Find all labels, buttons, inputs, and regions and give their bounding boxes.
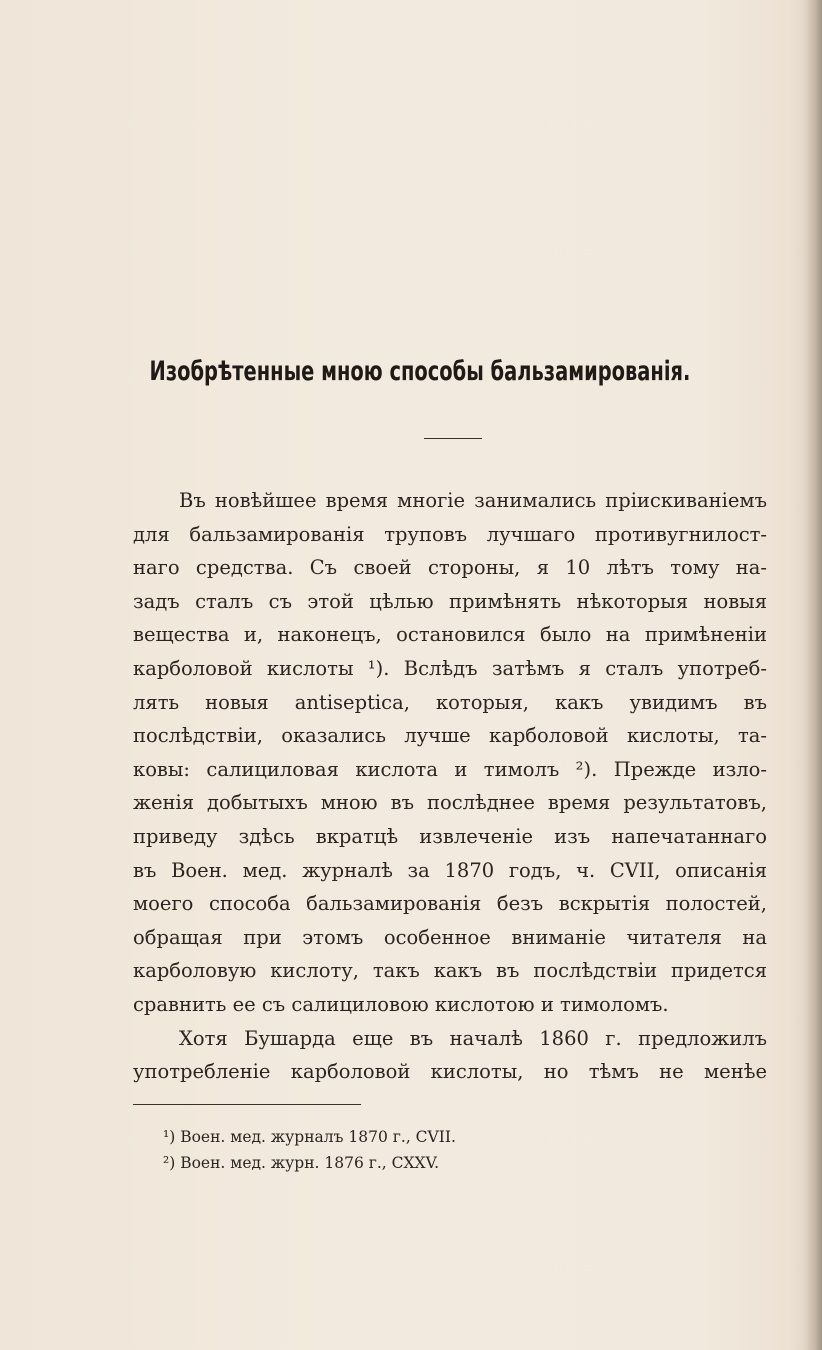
text-line: карболовую кислоту, такъ какъ въ послѣдствіи придется [133, 959, 767, 983]
text-line: женія добытыхъ мною въ послѣднее время результатовъ, [133, 791, 767, 815]
text-line: Хотя Бушарда еще въ началѣ 1860 г. предложилъ [179, 1026, 767, 1050]
text-line: употребленіе карболовой кислоты, но тѣмъ не менѣе [133, 1060, 767, 1084]
footnotes [163, 1124, 456, 1176]
text-line: наго средства. Съ своей стороны, я 10 лѣтъ тому на- [133, 556, 767, 580]
text-line: въ Воен. мед. журналѣ за 1870 годъ, ч. CVII, описанія [133, 858, 767, 882]
text-line: лять новыя antiseptica, которыя, какъ увидимъ въ [133, 690, 767, 714]
text-line: Въ новѣйшее время многіе занимались пріискиваніемъ [179, 489, 767, 512]
chapter-title: Изобрѣтенные мною способы бальзамированія. [149, 356, 691, 387]
footnote-divider [133, 1104, 361, 1105]
text-line: послѣдствіи, оказались лучше карболовой кислоты, та- [133, 724, 767, 748]
text-line: приведу здѣсь вкратцѣ извлеченіе изъ напечатаннаго [133, 824, 767, 848]
text-line: задъ сталъ съ этой цѣлью примѣнять нѣкоторыя новыя [133, 589, 767, 613]
text-line: моего способа бальзамированія безъ вскрытія полостей, [133, 892, 767, 916]
page-edge-shadow [804, 0, 822, 1350]
body-text [133, 484, 767, 1089]
text-line: вещества и, наконецъ, остановился было на примѣненіи [133, 623, 767, 647]
footnote: ¹) Воен. мед. журналъ 1870 г., CVII. [163, 1128, 456, 1146]
text-line: сравнить ее съ салициловою кислотою и тимоломъ. [133, 992, 669, 1016]
text-line: ковы: салициловая кислота и тимолъ ²). Прежде изло- [133, 757, 767, 781]
footnote: ²) Воен. мед. журн. 1876 г., CXXV. [163, 1154, 439, 1172]
text-line: для бальзамированія труповъ лучшаго противугнилост- [133, 522, 767, 546]
text-line: обращая при этомъ особенное вниманіе читателя на [133, 925, 767, 949]
text-line: карболовой кислоты ¹). Вслѣдъ затѣмъ я сталъ употреб- [133, 656, 767, 680]
title-divider [424, 438, 482, 439]
